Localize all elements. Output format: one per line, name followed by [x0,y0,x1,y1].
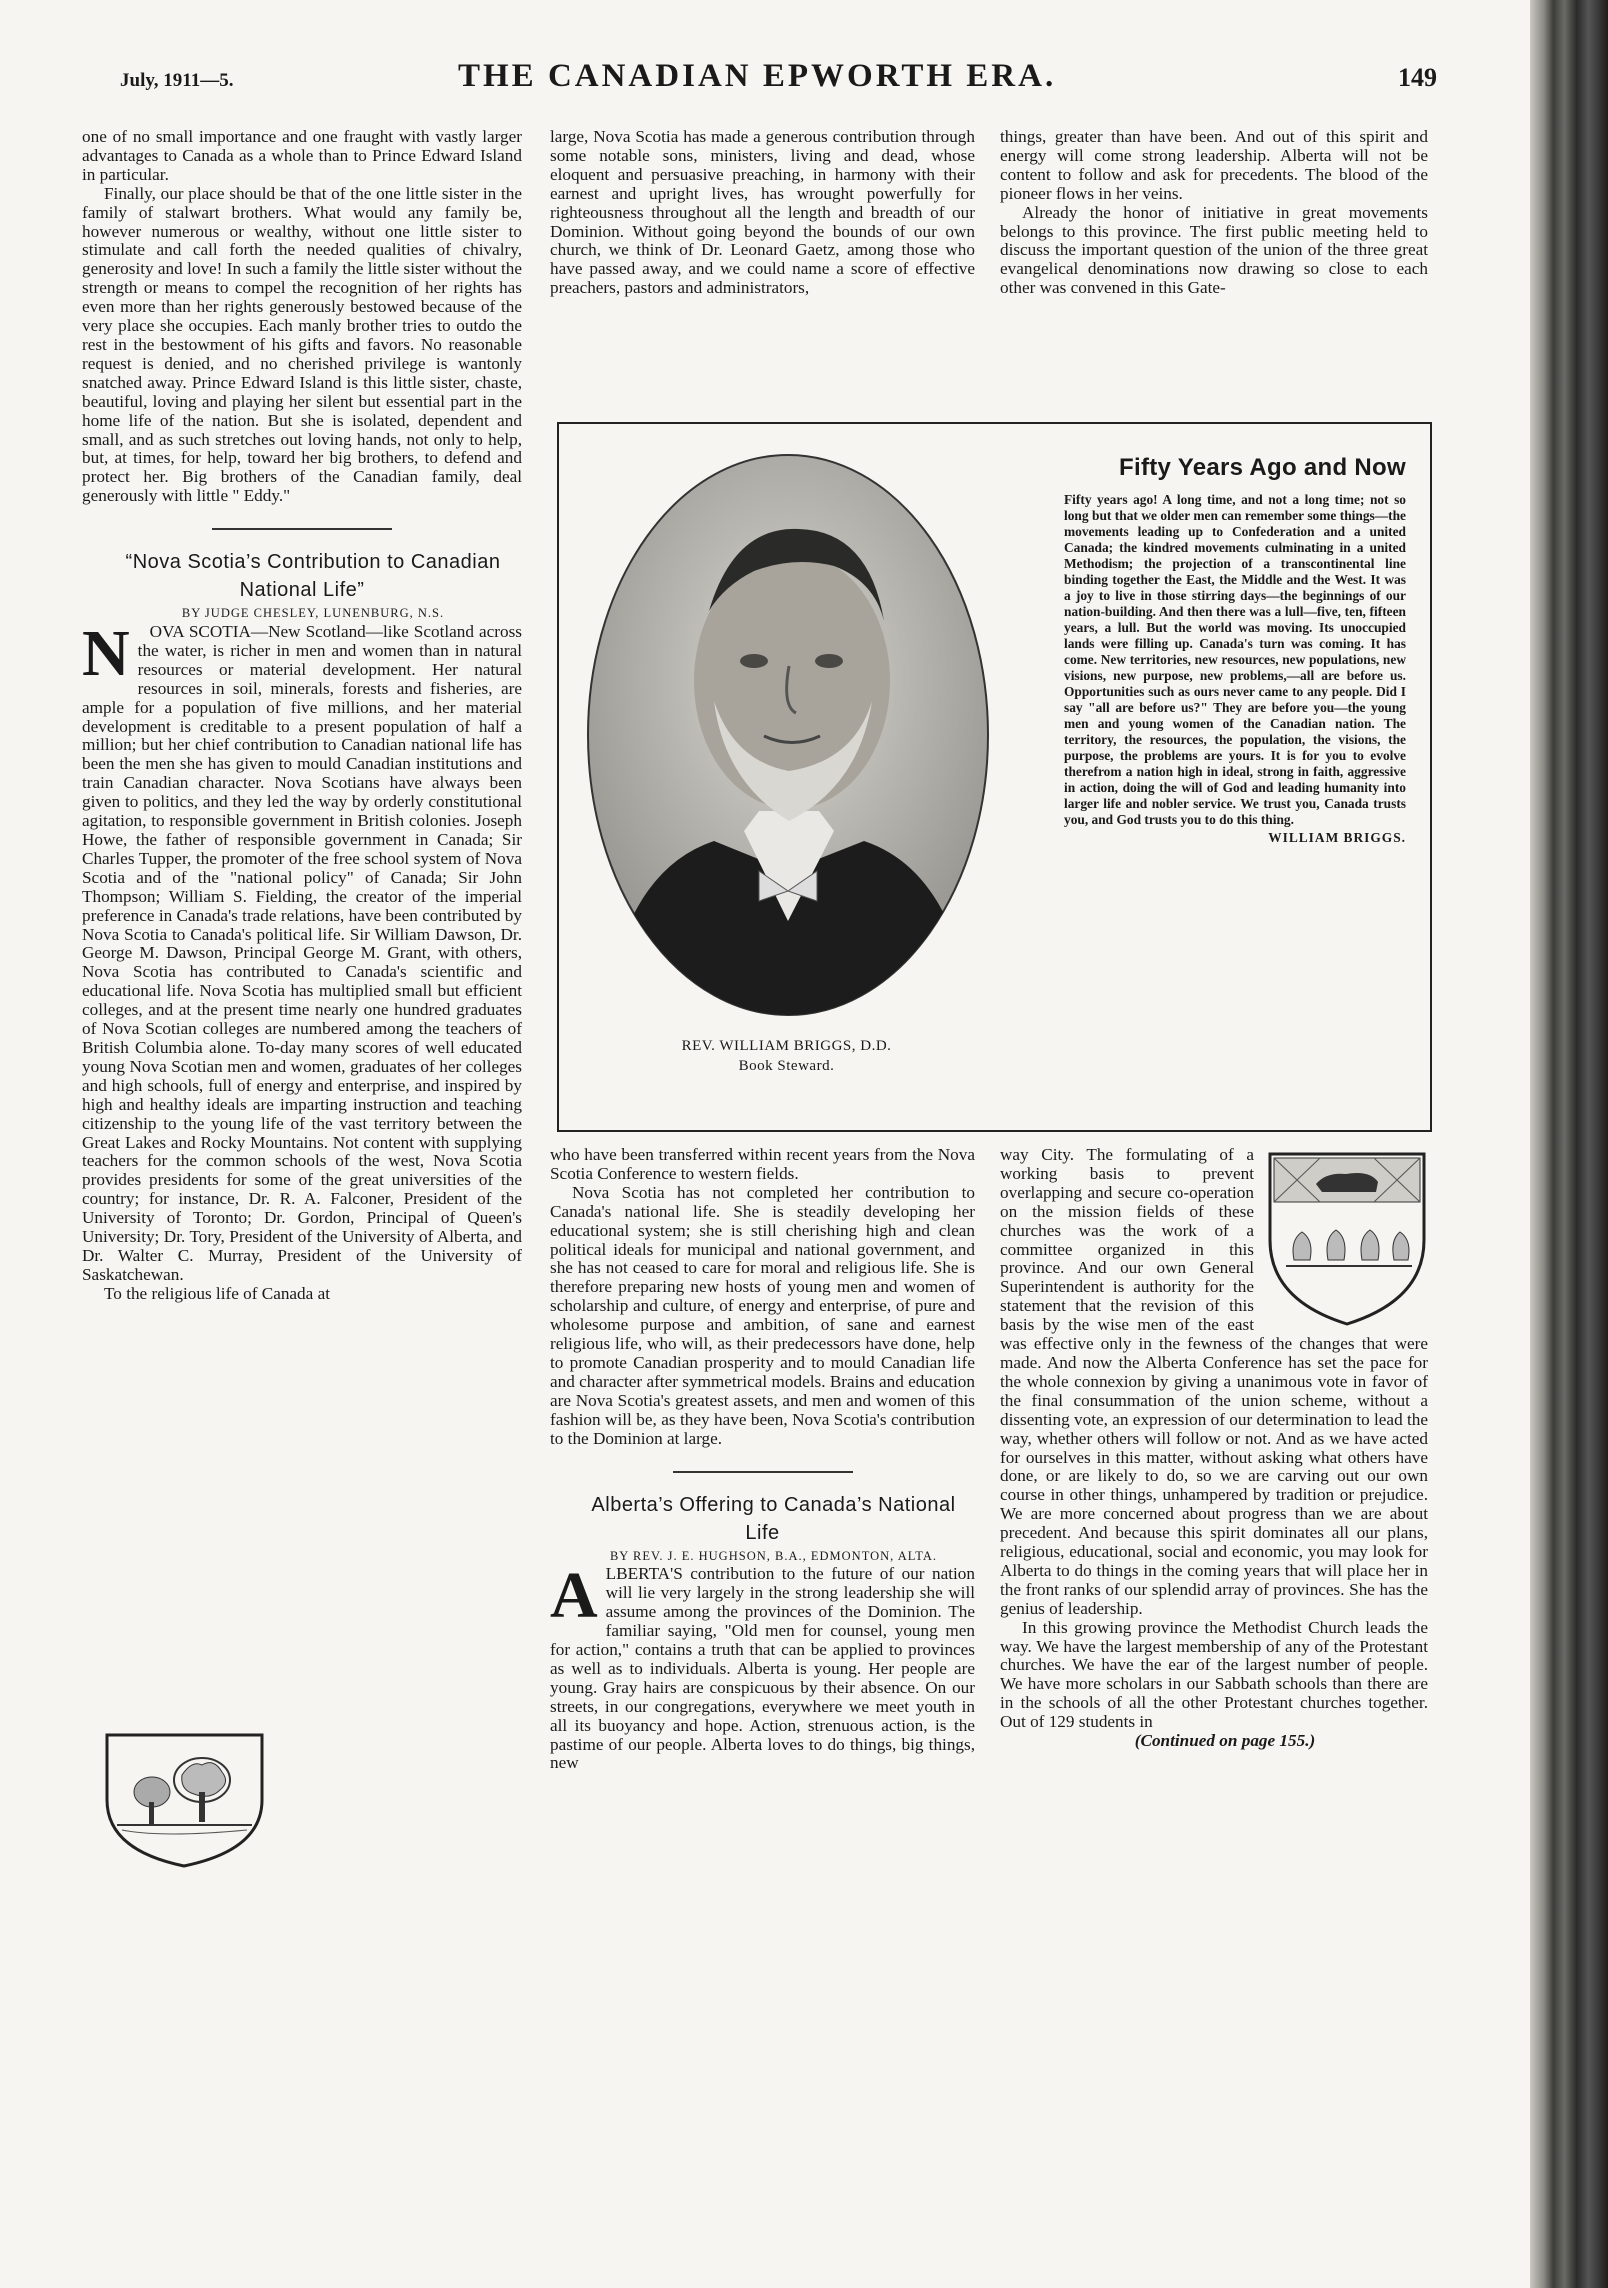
byline-alberta: BY REV. J. E. HUGHSON, B.A., EDMONTON, ALTA. [609,1548,938,1563]
issue-date: July, 1911—5. [120,70,234,91]
continued-note: (Continued on page 155.) [1134,1731,1316,1751]
paragraph: Nova Scotia has not completed her contribution to Canada's national life. She is steadily developing her educational system; she is still cherishing high and clean political ideals for municipal and national government, and she has not ceased to care for moral and religious life. She is therefore preparing new hosts of young men and women of scholarship and culture, of energy and enterprise, of pure and wholesome purpose and ambition, of sane and earnest religious life, who will, as their predecessors have done, help to promote Canadian prosperity and to mould Canadian life and character after symmetrical models. Brains and education are Nova Scotia's greatest assets, and men and women of this fashion will be, as they have been, Nova Scotia's contribution to the Dominion at large. [550,1182,975,1448]
article-title-nova-scotia: “Nova Scotia’s Contribution to Canadian National Life” [125,551,501,602]
paragraph: large, Nova Scotia has made a generous contribution through some notable sons, ministers, living and dead, whose eloquent and persuasive preaching, in harmony with their earnest and upright lives, has wrought powerfully for righteousness throughout all the length and breadth of our Dominion. Without going beyond the bounds of our own church, we think of Dr. Leonard Gaetz, among those who have passed away, and we could name a score of effective preachers, pastors and administrators, [550,127,975,298]
column-3-bottom [1000,1146,1428,1751]
paragraph: who have been transferred within recent years from the Nova Scotia Conference to western fields. [550,1145,975,1183]
column-3-top [1000,128,1428,298]
wheat-shield-crest-icon [1266,1150,1428,1328]
sidebar-signature: WILLIAM BRIGGS. [1268,830,1406,845]
page-number: 149 [1398,63,1437,92]
portrait-engraving-icon [584,451,992,1019]
tree-shield-crest-icon [102,1730,267,1870]
paragraph: one of no small importance and one fraught with vastly larger advantages to Canada as a whole than to Prince Edward Island in particular. [82,127,522,184]
paragraph: way City. The formulating of a working basis to prevent overlapping and secure co-operation on the mission fields of these churches was the work of a committee organized in this province. And our own General Superintendent is authority for the statement that the revision of this basis by the wise men of the east was effective only in the fewness of the changes that were made. And now the Alberta Conference has set the pace for the whole connexion by giving a unanimous vote in favor of the final consummation of the union scheme, without a dissenting vote, an expression of our determination to lead the way, whether others will follow or not. And as we have acted for ourselves in this matter, without asking what others have done, or are likely to do, so we are carving out our own course in other things, unhampered by tradition or prejudice. We are more concerned about progress than we are about precedent. And because this spirit dominates all our plans, religious, educational, social and economic, you may look for Alberta to do things in the coming years that will place her in the front ranks of our splendid array of provinces. She has the genius of leadership. [1000,1145,1428,1618]
paragraph: To the religious life of Canada at [104,1283,330,1303]
caption-name: REV. WILLIAM BRIGGS, D.D. [681,1038,892,1054]
paragraph: things, greater than have been. And out of this spirit and energy will come strong leadership. Alberta will not be content to follow and ask for precedents. The blood of the pioneer flows in her veins. [1000,127,1428,203]
magazine-title: THE CANADIAN EPWORTH ERA. [458,58,1057,94]
paragraph: Already the honor of initiative in great movements belongs to this province. The first public meeting held to discuss the important question of the union of the three great evangelical denominations now drawing so close to each other was convened in this Gate- [1000,202,1428,298]
sidebar-title: Fifty Years Ago and Now [1119,454,1406,481]
paragraph: A LBERTA'S contribution to the future of our nation will lie very largely in the strong leadership she will assume among the provinces of the Dominion. The familiar saying, "Old men for counsel, young men for action," contains a truth that can be applied to provinces as well as to individuals. Alberta is young. Her people are young. Gray hairs are conspicuous by their absence. On our streets, in our congregations, everywhere we meet youth in all its buoyancy and hope. Action, strenuous action, is the pastime of our people. Alberta loves to do things, big things, new [550,1559,975,1773]
page-header [120,58,1437,98]
paragraph: Finally, our place should be that of the one little sister in the family of stalwart brothers. What would any family be, however numerous or wealthy, without one little sister to stimulate and call forth the needed qualities of chivalry, generosity and love! In such a family the little sister without the strength or means to compel the recognition of her rights has even more than her rights generously bestowed because of the very place she occupies. Each manly brother tries to outdo the rest in the bestowment of his gifts and favors. No reasonable request is denied, and no cherished privilege is wantonly snatched away. Prince Edward Island is this little sister, chaste, beautiful, loving and playing her silent but essential part in the home life of the nation. But she is isolated, dependent and small, and as such stretches out loving hands, not only to help, but, at times, for help, toward her big brothers, to defend and protect her. Big brothers of the Canadian family, deal generously with little " Eddy." [82,183,522,506]
column-2-bottom [550,1146,975,1773]
paragraph: In this growing province the Methodist Church leads the way. We have the largest membership of any of the Protestant churches. We have the ear of the largest number of people. We have more scholars in our Sabbath schools than there are in the schools of all the other Protestant churches together. Out of 129 students in [1000,1617,1428,1732]
divider [212,528,392,530]
divider [673,1471,853,1473]
caption-role: Book Steward. [738,1058,835,1074]
sidebar-text: Fifty years ago! A long time, and not a long time; not so long but that we older men can remember some things—the movements leading up to Confederation and a united Canada; the kindred movements culminating in a united Methodism; the projection of a transcontinental line binding together the East, the Middle and the West. It was a joy to live in those stirring days—the beginnings of our nation-building. And then there was a lull—five, ten, fifteen years, a lull. But the world was moving. Its unoccupied lands were filling up. Canada's turn was coming. It has come. New territories, new resources, new populations, new visions, new purpose, new problems,—all are before us. Opportunities such as ours never came to any people. Did I say "all are before us?" They are before you—the young men and young women of the Canadian nation. The territory, the resources, the population, the visions, the purpose, the problems are yours. It is for you to evolve therefrom a nation high in ideal, strong in faith, aggressive in action, doing the will of God and leading humanity into larger life and nobler service. We trust you, Canada trusts you, and God trusts you to do this thing. [1064,492,1406,827]
paragraph: N OVA SCOTIA—New Scotland—like Scotland across the water, is richer in men and women than in natural resources or material development. Her natural resources in soil, minerals, forests and fisheries, are ample for a population of five millions, and her material development is creditable to a present population of half a million; but her chief contribution to Canadian national life has been the men she has given to mould Canadian institutions and train Canadian character. Nova Scotians have always been given to politics, and they led the way by orderly constitutional agitation, to responsible government in British colonies. Joseph Howe, the father of responsible government in Canada; Sir Charles Tupper, the promoter of the free school system of Nova Scotia and of the "national policy" of Canada; Sir John Thompson; William S. Fielding, the creator of the imperial preference in Canada's trade relations, have been contributed by Nova Scotia to Canada's political life. Sir William Dawson, Dr. George M. Dawson, Principal George M. Grant, with others, Nova Scotia has contributed to Canada's scientific and educational life. Nova Scotia has multiplied small but efficient colleges, and at the present time nearly one hundred graduates of Nova Scotian colleges are numbered among the teachers of British Columbia alone. To-day many scores of well educated young Nova Scotian men and women, graduates of her colleges and high schools, full of energy and enterprise, and inspired by high and healthy ideals are imparting instruction and teaching citizenship to the young life of the vast territory between the Great Lakes and Rocky Mountains. Not content with supplying teachers for the common schools of the west, Nova Scotia provides presidents for some of the great universities of the country; for instance, Dr. R. A. Falconer, President of the University of Toronto; Dr. Gordon, Principal of Queen's University; Dr. Tory, President of the University of Alberta, and Dr. Walter C. Murray, President of the University of Saskatchewan. [82,617,522,1284]
article-title-alberta: Alberta’s Offering to Canada’s National Life [591,1493,956,1544]
drop-cap: A [550,1559,598,1633]
drop-cap: N [82,617,130,691]
column-1 [82,128,522,1304]
sidebar [1064,454,1406,846]
byline-nova-scotia: BY JUDGE CHESLEY, LUNENBURG, N.S. [181,606,445,621]
column-2-top [550,128,975,298]
feature-box [557,422,1432,1132]
book-binding-edge [1530,0,1608,2288]
